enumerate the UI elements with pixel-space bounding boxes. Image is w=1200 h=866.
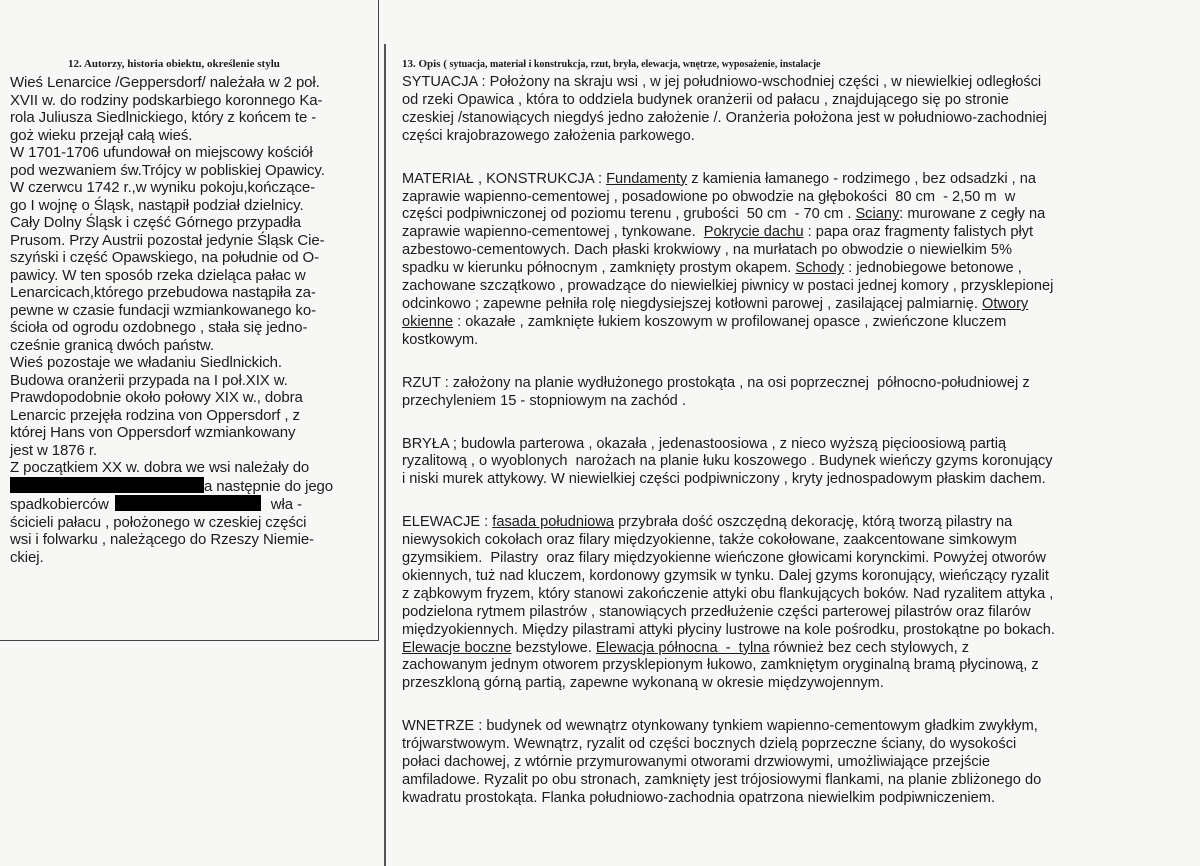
elewacje-text-2: przybrała dość oszczędną dekorację, którą tworzą pilastry na niewysokich cokołach oraz filary międzyokienne, także cokołowane, zaakcentowane simkowym gzymsikiem. Pilastry oraz filary międzyokienne wieńczone głowicami korynckimi. Powyżej otworów okiennych, tuż nad kluczem, kordonowy gzymsik w tynku. Dalej gzyms koronujący, wieńczący ryzalit z ząbkowym fryzem, który stanowi zakończenie attyki obu flankujących boków. Nad ryzalitem attyka , podzielona rytmem pilastrów , stanowiących przedłużenie części parterowej pilastrów oraz filarów międzyokiennych. Między pilastrami attyki płyciny lustrowe na kole pośrodku, prostokątne po bokach. bbox=[402, 514, 1055, 638]
history-line: pawicy. W ten sposób rzeka dzieląca pałac w bbox=[10, 266, 306, 284]
history-line: Wieś pozostaje we władaniu Siedlnickich. bbox=[10, 354, 282, 371]
history-line: jest w 1876 r. bbox=[10, 441, 97, 459]
sytuacja-text: SYTUACJA : Położony na skraju wsi , w jej południowo-wschodniej części , w niewielkiej odległości od rzeki Opawica , która to oddziela budynek oranżerii od pałacu , znajdującego się po stronie czeskiej /stanowiących niegdyś jedno założenie /. Oranżeria położona jest w południowo-zachodniej części krajobrazowego założenia parkowego. bbox=[402, 74, 1047, 144]
column-divider bbox=[384, 44, 386, 866]
description-section bbox=[402, 58, 1192, 833]
history-section bbox=[10, 58, 374, 566]
history-text-fragment: a następnie do jego bbox=[204, 477, 334, 495]
description-text bbox=[402, 74, 1192, 808]
description-section-header bbox=[402, 58, 1192, 70]
history-line: ścicieli pałacu , położonego w czeskiej części bbox=[10, 513, 307, 531]
redaction-bar bbox=[10, 477, 204, 493]
material-text-2: z kamienia łamanego - rodzimego , bez odsadzki , na zaprawie wapienno-cementowej , posadowione po obwodzie na głębokości 80 cm - 2,50 m w części podpiwniczonej od poziomu terenu , grubości 50 cm - 70 cm . bbox=[402, 170, 1037, 223]
history-line: go I wojnę o Śląsk, nastąpił podział dzielnicy. bbox=[10, 196, 304, 214]
history-line: Prawdopodobnie około połowy XIX w., dobra bbox=[10, 389, 303, 406]
term-elewacje-boczne: Elewacje boczne bbox=[402, 639, 512, 656]
history-line: Lenarcicach,którego przebudowa nastąpiła za- bbox=[10, 284, 316, 301]
history-line: ckiej. bbox=[10, 548, 44, 566]
history-line: której Hans von Oppersdorf wzmiankowany bbox=[10, 424, 296, 441]
history-text bbox=[10, 74, 374, 566]
history-line: Z początkiem XX w. dobra we wsi należały do bbox=[10, 459, 310, 476]
history-line: szyński i część Opawskiego, na południe od O- bbox=[10, 249, 319, 266]
history-line: Prusom. Przy Austrii pozostał jedynie Śląsk Cie- bbox=[10, 231, 325, 249]
history-line-redacted bbox=[10, 477, 374, 496]
history-line: rola Juliusza Siedlnickiego, który z końcem te - bbox=[10, 109, 317, 126]
elewacje-text-4: również bez cech stylowych, z zachowanym jednym otworem przysklepionym łukowo, zamkniętym oryginalną bramą płycinową, z przeszkloną górną partią, zapewne wykonaną w okresie międzywojennym. bbox=[402, 639, 1039, 692]
term-schody: Schody bbox=[795, 260, 845, 277]
history-line: Wieś Lenarcice /Geppersdorf/ należała w 2 poł. bbox=[10, 74, 320, 91]
material-text-3: : murowane z cegły na zaprawie wapienno-cementowej , tynkowane. bbox=[402, 206, 1046, 241]
history-section-header: 12. Autorzy, historia obiektu, określenie stylu bbox=[68, 58, 280, 70]
material-text-4: : papa oraz fragmenty falistych płyt azbestowo-cementowych. Dach płaski krokwiowy , na murłatach po obwodzie o niewielkim 5% spadku w kierunku północnym , zamknięty prostym okapem. bbox=[402, 224, 1034, 277]
history-line: W 1701-1706 ufundował on miejscowy kościół bbox=[10, 144, 313, 161]
history-line: cześnie granicą dwóch państw. bbox=[10, 336, 214, 354]
term-elewacja-polnocna: Elewacja północna - tylna bbox=[595, 639, 770, 656]
history-line: Cały Dolny Śląsk i część Górnego przypadła bbox=[10, 214, 301, 231]
term-fasada-poludniowa: fasada południowa bbox=[492, 514, 615, 531]
material-text-5: : jednobiegowe betonowe , zachowane szczątkowo , prowadzące do niewielkiej piwnicy w postaci jednej komory , przysklepionej odcinkowo ; zapewne pełniła rolę niegdysiejszej kotłowni parowej , zasilającej palmiarnię. bbox=[402, 260, 1054, 312]
history-line: Lenarcic przejęła rodzina von Oppersdorf , z bbox=[10, 406, 300, 424]
paragraph-wnetrze bbox=[402, 718, 1192, 808]
paragraph-sytuacja bbox=[402, 74, 1192, 146]
history-line: ścioła od ogrodu ozdobnego , stała się jedno- bbox=[10, 319, 308, 336]
history-line: pewne w czasie fundacji wzmiankowanego ko- bbox=[10, 301, 316, 319]
term-otwory-okienne: Otwory okienne bbox=[402, 295, 1029, 330]
history-text-fragment: spadkobierców bbox=[10, 496, 109, 513]
redaction-bar bbox=[115, 495, 261, 511]
term-pokrycie-dachu: Pokrycie dachu bbox=[703, 224, 804, 241]
history-line: goż wieku przejął całą wieś. bbox=[10, 126, 193, 144]
paragraph-elewacje bbox=[402, 514, 1192, 693]
history-line: XVII w. do rodziny podskarbiego koronnego Ka- bbox=[10, 91, 323, 109]
history-text-fragment: wła - bbox=[270, 496, 302, 513]
material-text-1: MATERIAŁ , KONSTRUKCJA : bbox=[402, 170, 607, 187]
term-fundamenty: Fundamenty bbox=[606, 170, 688, 187]
history-line: wsi i folwarku , należącego do Rzeszy Niemie- bbox=[10, 531, 314, 548]
history-line: pod wezwaniem św.Trójcy w pobliskiej Opawicy. bbox=[10, 161, 325, 179]
wnetrze-text: WNETRZE : budynek od wewnątrz otynkowany tynkiem wapienno-cementowym gładkim zwykłym, trójwarstwowym. Wewnątrz, ryzalit od części bocznych dzielą poprzeczne ściany, do wysokości połaci dachowej, z wtórnie przymurowanymi otworami drzwiowymi, umożliwiające przejście amfiladowe. Ryzalit po obu stronach, zamknięty jest trójosiowymi flankami, na planie zbliżonego do kwadratu prostokąta. Flanka południowo-zachodnia opatrzona niewielkim podpiwniczeniem. bbox=[402, 718, 1042, 806]
term-sciany: Sciany bbox=[855, 206, 900, 223]
paragraph-material bbox=[402, 171, 1192, 350]
description-header-number: 13. Opis ( bbox=[402, 58, 447, 70]
paragraph-rzut bbox=[402, 375, 1192, 411]
elewacje-text-3: bezstylowe. bbox=[511, 639, 596, 656]
history-line: Budowa oranżerii przypada na I poł.XIX w. bbox=[10, 371, 288, 389]
paragraph-bryla bbox=[402, 436, 1192, 490]
history-line: W czerwcu 1742 r.,w wyniku pokoju,kończące- bbox=[10, 179, 315, 196]
elewacje-text-1: ELEWACJE : bbox=[402, 514, 493, 531]
material-text-6: : okazałe , zamknięte łukiem koszowym w profilowanej opasce , zwieńczone kluczem kostkowym. bbox=[402, 313, 1007, 348]
history-line-redacted bbox=[10, 495, 374, 514]
description-header-subtitle: sytuacja, materiał i konstrukcja, rzut, bryła, elewacja, wnętrze, wyposażenie, instalacje bbox=[446, 59, 821, 70]
rzut-text: RZUT : założony na planie wydłużonego prostokąta , na osi poprzecznej północno-południowej z przechyleniem 15 - stopniowym na zachód . bbox=[402, 374, 1030, 409]
bryla-text: BRYŁA ; budowla parterowa , okazała , jedenastoosiowa , z nieco wyższą pięcioosiową partią ryzalitową , o wyoblonych narożach na planie łuku koszowego . Budynek wieńczy gzyms koronujący i niski murek attykowy. W niewielkiej części podpiwniczony , kryty jednospadowym płaskim dachem. bbox=[402, 435, 1053, 488]
